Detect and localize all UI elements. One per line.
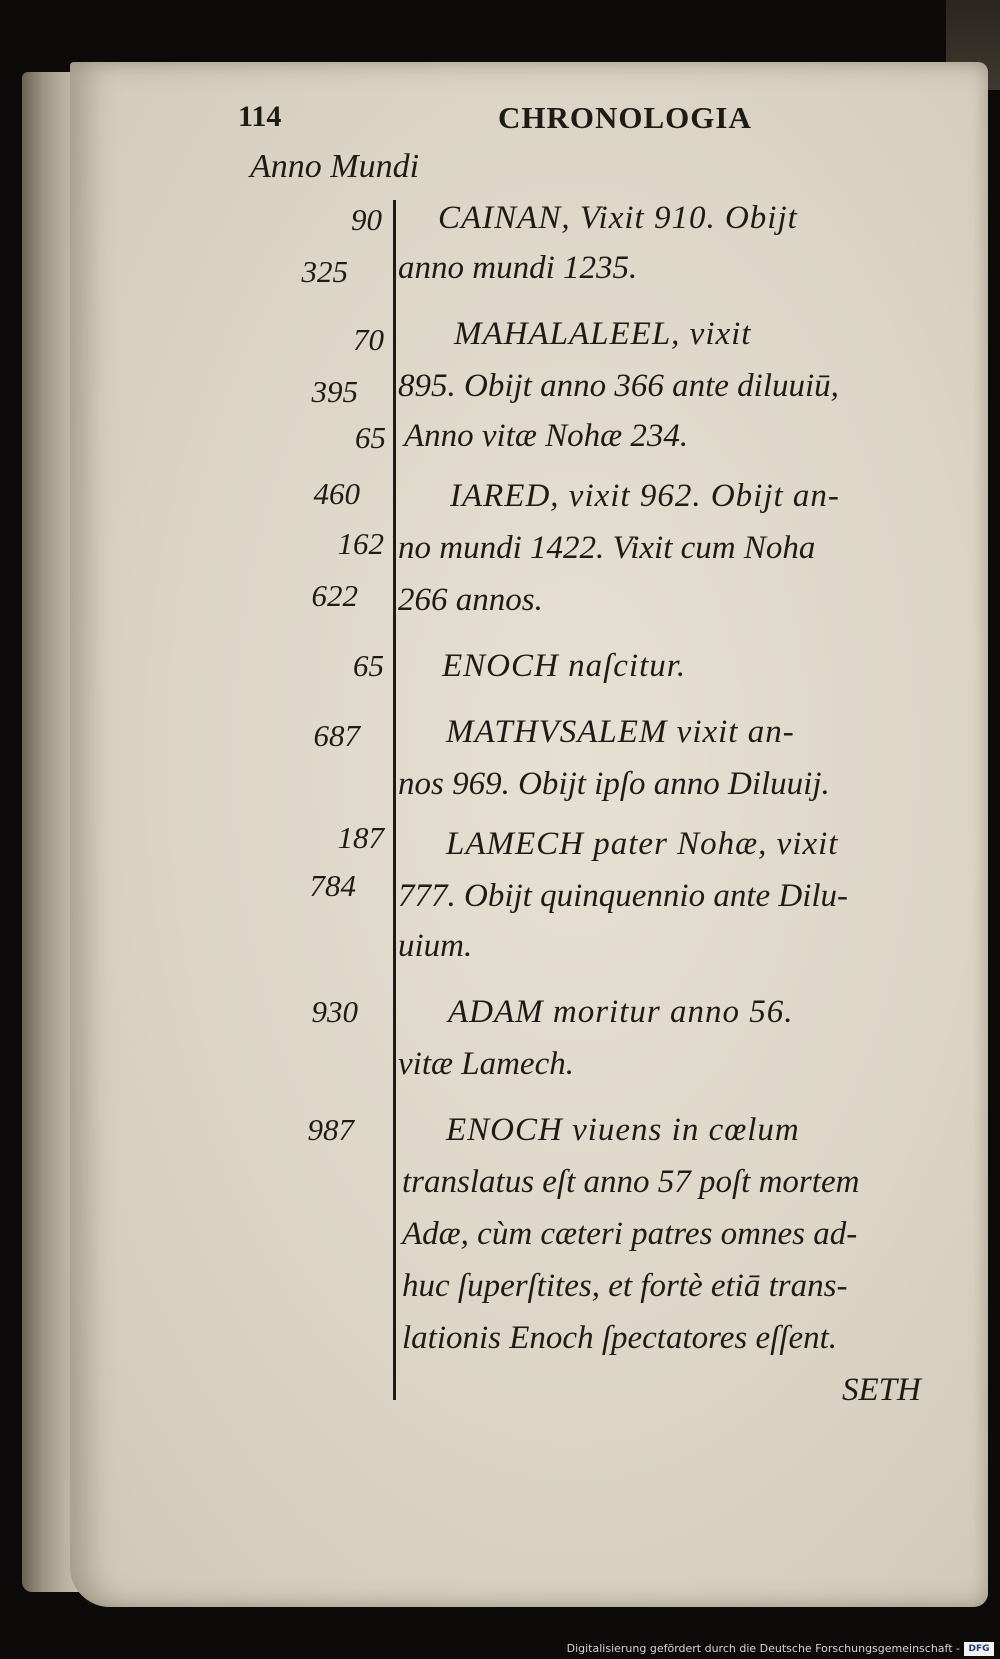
margin-number: 930 <box>311 994 358 1029</box>
margin-number: 65 <box>353 648 384 683</box>
text-line: anno mundi 1235. <box>398 250 638 286</box>
column-label: Anno Mundi <box>250 148 420 185</box>
text-line: ENOCH viuens in cœlum <box>446 1112 800 1148</box>
margin-number: 162 <box>337 526 384 561</box>
text-line: translatus eſt anno 57 poſt mortem <box>402 1164 860 1200</box>
text-line: vitæ Lamech. <box>398 1046 574 1082</box>
text-line: huc ſuperſtites, et fortè etiā trans- <box>402 1268 848 1304</box>
text-line: 895. Obijt anno 366 ante diluuiū, <box>398 368 839 404</box>
text-line: nos 969. Obijt ipſo anno Diluuij. <box>398 766 830 802</box>
text-line: ADAM moritur anno 56. <box>448 994 794 1030</box>
margin-number: 70 <box>353 322 384 357</box>
text-line: Anno vitæ Nohæ 234. <box>404 418 689 454</box>
margin-number: 784 <box>309 868 356 903</box>
margin-number: 187 <box>337 820 384 855</box>
text-line: MATHVSALEM vixit an- <box>446 714 795 750</box>
margin-number: 622 <box>311 578 358 613</box>
text-line: no mundi 1422. Vixit cum Noha <box>398 530 816 566</box>
margin-number: 687 <box>313 718 360 753</box>
footer-credit: Digitalisierung gefördert durch die Deutsche Forschungsgemeinschaft - <box>566 1642 960 1655</box>
margin-number: 325 <box>301 254 348 289</box>
margin-number: 395 <box>311 374 358 409</box>
text-line: LAMECH pater Nohæ, vixit <box>446 826 839 862</box>
text-line: lationis Enoch ſpectatores eſſent. <box>402 1320 838 1356</box>
catchword: SETH <box>842 1372 921 1408</box>
dfg-logo: DFG <box>964 1642 994 1656</box>
margin-number: 90 <box>351 202 382 237</box>
margin-number: 460 <box>313 476 360 511</box>
text-line: 266 annos. <box>398 582 543 618</box>
text-line: 777. Obijt quinquennio ante Dilu- <box>398 878 849 914</box>
text-line: uium. <box>398 928 473 964</box>
text-line: ENOCH naſcitur. <box>442 648 687 684</box>
page-title: CHRONOLOGIA <box>498 100 752 135</box>
text-line: CAINAN, Vixit 910. Obijt <box>438 200 798 236</box>
text-line: IARED, vixit 962. Obijt an- <box>450 478 840 514</box>
text-line: Adæ, cùm cæteri patres omnes ad- <box>402 1216 858 1252</box>
column-rule <box>393 200 396 1400</box>
margin-number: 65 <box>355 420 386 455</box>
text-line: MAHALALEEL, vixit <box>454 316 752 352</box>
page-number: 114 <box>238 100 282 133</box>
margin-number: 987 <box>307 1112 354 1147</box>
